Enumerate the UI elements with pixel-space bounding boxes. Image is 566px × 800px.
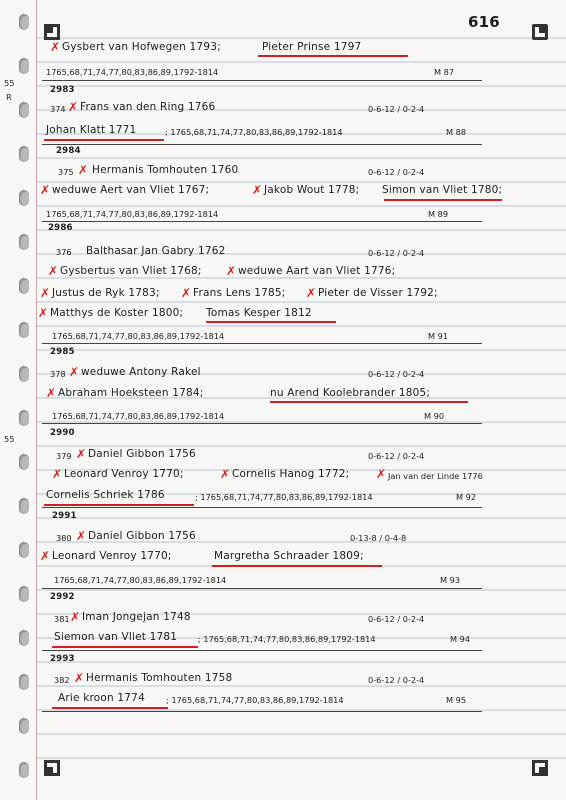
amount: 0-6-12 / 0-2-4 — [368, 248, 425, 258]
deleted-mark-icon: ✗ — [40, 286, 51, 300]
amount: 0-6-12 / 0-2-4 — [368, 614, 425, 624]
entry-number: 375 — [58, 167, 74, 177]
deleted-mark-icon: ✗ — [181, 286, 192, 300]
entry-divider — [42, 80, 482, 81]
red-underline — [270, 401, 468, 403]
margin-line — [36, 0, 37, 800]
deleted-mark-icon: ✗ — [220, 467, 231, 481]
binding-hole — [19, 674, 29, 690]
map-reference: M 91 — [428, 331, 449, 341]
owner-name: Abraham Hoeksteen 1784; — [58, 387, 204, 399]
years-list: ; 1765,68,71,74,77,80,83,86,89,1792-1814 — [198, 634, 376, 644]
binding-hole — [19, 58, 29, 74]
binding-hole — [19, 410, 29, 426]
binding-hole — [19, 146, 29, 162]
margin-note: 55 — [4, 434, 15, 444]
plot-number: 2986 — [48, 223, 73, 233]
amount: 0-6-12 / 0-2-4 — [368, 104, 425, 114]
owner-name: Pieter Prinse 1797 — [262, 41, 362, 53]
red-underline — [384, 199, 502, 201]
years-list: 1765,68,71,74,77,80,83,86,89,1792-1814 — [46, 209, 219, 219]
owner-name: nu Arend Koolebrander 1805; — [270, 387, 431, 399]
deleted-mark-icon: ✗ — [52, 467, 63, 481]
years-list: 1765,68,71,74,77,80,83,86,89,1792-1814 — [52, 411, 225, 421]
binding-hole — [19, 366, 29, 382]
owner-name: Leonard Venroy 1770; — [52, 550, 172, 562]
deleted-mark-icon: ✗ — [306, 286, 317, 300]
owner-name: Simon van Vliet 1780; — [382, 184, 503, 196]
owner-name: Frans Lens 1785; — [193, 287, 286, 299]
owner-name: Hermanis Tomhouten 1758 — [86, 672, 233, 684]
plot-number: 2984 — [56, 146, 81, 156]
plot-number: 2993 — [50, 654, 75, 664]
binding-hole — [19, 586, 29, 602]
years-list: ; 1765,68,71,74,77,80,83,86,89,1792-1814 — [166, 695, 344, 705]
owner-name: Johan Klatt 1771 — [46, 124, 137, 136]
entry-divider — [42, 343, 482, 344]
plot-number: 2991 — [52, 511, 77, 521]
entry-divider — [42, 423, 482, 424]
owner-name: Daniel Gibbon 1756 — [88, 448, 196, 460]
years-list: 1765,68,71,74,77,80,83,86,89,1792-1814 — [52, 331, 225, 341]
owner-name: Gysbertus van Vliet 1768; — [60, 265, 202, 277]
owner-name: Siemon van Vliet 1781 — [54, 631, 178, 643]
corner-mark-icon — [532, 24, 548, 40]
binding-hole — [19, 718, 29, 734]
deleted-mark-icon: ✗ — [226, 264, 237, 278]
entry-number: 376 — [56, 247, 72, 257]
page-number: 616 — [468, 13, 500, 31]
plot-number: 2992 — [50, 592, 75, 602]
owner-name: weduwe Antony Rakel — [81, 366, 201, 378]
entry-number: 378 — [50, 369, 66, 379]
binding-hole — [19, 234, 29, 250]
deleted-mark-icon: ✗ — [78, 163, 89, 177]
owner-name: Balthasar Jan Gabry 1762 — [86, 245, 226, 257]
plot-number: 2983 — [50, 85, 75, 95]
binding-hole — [19, 278, 29, 294]
entry-number: 381 — [54, 614, 70, 624]
owner-name: Arie kroon 1774 — [58, 692, 145, 704]
owner-name: weduwe Aart van Vliet 1776; — [238, 265, 396, 277]
binding-hole — [19, 190, 29, 206]
owner-name: Margretha Schraader 1809; — [214, 550, 364, 562]
entry-number: 379 — [56, 451, 72, 461]
deleted-mark-icon: ✗ — [376, 467, 387, 481]
amount: 0-6-12 / 0-2-4 — [368, 451, 425, 461]
entry-divider — [42, 588, 482, 589]
binding-hole — [19, 762, 29, 778]
map-reference: M 90 — [424, 411, 445, 421]
map-reference: M 87 — [434, 67, 455, 77]
owner-name: Pieter de Visser 1792; — [318, 287, 438, 299]
owner-name: Justus de Ryk 1783; — [52, 287, 160, 299]
deleted-mark-icon: ✗ — [50, 40, 61, 54]
owner-name: Cornelis Hanog 1772; — [232, 468, 350, 480]
deleted-mark-icon: ✗ — [76, 447, 87, 461]
deleted-mark-icon: ✗ — [68, 100, 79, 114]
map-reference: M 93 — [440, 575, 461, 585]
owner-name: Frans van den Ring 1766 — [80, 101, 216, 113]
plot-number: 2990 — [50, 428, 75, 438]
entry-divider — [42, 650, 482, 651]
margin-note: 55 — [4, 78, 15, 88]
entry-divider — [42, 144, 482, 145]
deleted-mark-icon: ✗ — [38, 306, 49, 320]
owner-name: Leonard Venroy 1770; — [64, 468, 184, 480]
owner-name: Jan van der Linde 1776 — [388, 471, 483, 481]
owner-name: weduwe Aert van Vliet 1767; — [52, 184, 210, 196]
corner-mark-icon — [532, 760, 548, 776]
entry-number: 374 — [50, 104, 66, 114]
binding-hole — [19, 14, 29, 30]
deleted-mark-icon: ✗ — [69, 365, 80, 379]
deleted-mark-icon: ✗ — [40, 183, 51, 197]
binding-hole — [19, 542, 29, 558]
margin-note: R — [6, 92, 12, 102]
entry-number: 382 — [54, 675, 70, 685]
red-underline — [52, 646, 198, 648]
binding-hole — [19, 102, 29, 118]
red-underline — [44, 504, 194, 506]
map-reference: M 94 — [450, 634, 471, 644]
owner-name: Tomas Kesper 1812 — [206, 307, 312, 319]
red-underline — [52, 707, 168, 709]
binding-hole — [19, 498, 29, 514]
deleted-mark-icon: ✗ — [252, 183, 263, 197]
plot-number: 2985 — [50, 347, 75, 357]
years-list: 1765,68,71,74,77,80,83,86,89,1792-1814 — [54, 575, 227, 585]
red-underline — [206, 321, 336, 323]
corner-mark-icon — [44, 760, 60, 776]
deleted-mark-icon: ✗ — [74, 671, 85, 685]
amount: 0-13-8 / 0-4-8 — [350, 533, 407, 543]
map-reference: M 95 — [446, 695, 467, 705]
red-underline — [44, 139, 164, 141]
owner-name: Cornelis Schriek 1786 — [46, 489, 165, 501]
owner-name: Matthys de Koster 1800; — [50, 307, 184, 319]
entry-number: 380 — [56, 533, 72, 543]
red-underline — [212, 565, 382, 567]
binding-hole — [19, 322, 29, 338]
binding-hole — [19, 454, 29, 470]
deleted-mark-icon: ✗ — [46, 386, 57, 400]
map-reference: M 89 — [428, 209, 449, 219]
red-underline — [258, 55, 408, 57]
owner-name: Iman Jongejan 1748 — [82, 611, 191, 623]
binding-hole — [19, 630, 29, 646]
amount: 0-6-12 / 0-2-4 — [368, 167, 425, 177]
entry-divider — [42, 221, 482, 222]
corner-mark-icon — [44, 24, 60, 40]
amount: 0-6-12 / 0-2-4 — [368, 369, 425, 379]
owner-name: Gysbert van Hofwegen 1793; — [62, 41, 221, 53]
owner-name: Daniel Gibbon 1756 — [88, 530, 196, 542]
deleted-mark-icon: ✗ — [76, 529, 87, 543]
deleted-mark-icon: ✗ — [70, 610, 81, 624]
entry-divider — [42, 711, 482, 712]
years-list: ; 1765,68,71,74,77,80,83,86,89,1792-1814 — [195, 492, 373, 502]
years-list: 1765,68,71,74,77,80,83,86,89,1792-1814 — [46, 67, 219, 77]
deleted-mark-icon: ✗ — [40, 549, 51, 563]
deleted-mark-icon: ✗ — [48, 264, 59, 278]
entry-divider — [42, 507, 482, 508]
map-reference: M 88 — [446, 127, 467, 137]
owner-name: Hermanis Tomhouten 1760 — [92, 164, 239, 176]
years-list: ; 1765,68,71,74,77,80,83,86,89,1792-1814 — [165, 127, 343, 137]
map-reference: M 92 — [456, 492, 477, 502]
owner-name: Jakob Wout 1778; — [264, 184, 360, 196]
amount: 0-6-12 / 0-2-4 — [368, 675, 425, 685]
